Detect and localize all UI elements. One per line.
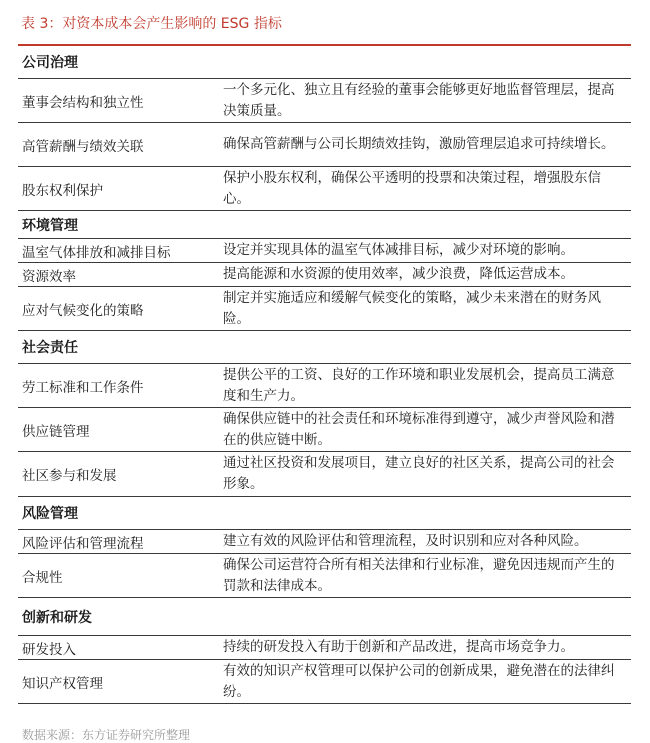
table-row [18,79,631,123]
table-row [18,636,631,660]
indicator-name: 董事会结构和独立性 [22,94,144,111]
table-row [18,123,631,167]
table-row [18,239,631,263]
table-row [18,530,631,554]
indicator-description: 持续的研发投入有助于创新和产品改进，提高市场竞争力。 [223,639,574,655]
table-row [18,554,631,598]
table-row [18,660,631,704]
indicator-name: 供应链管理 [22,423,90,440]
indicator-name: 研发投入 [22,641,76,658]
indicator-description: 通过社区投资和发展项目，建立良好的社区关系，提高公司的社会形象。 [223,455,615,492]
indicator-description: 制定并实施适应和缓解气候变化的策略，减少未来潜在的财务风险。 [223,289,601,327]
section-heading-social: 社会责任 [18,331,631,364]
section-heading-innovation: 创新和研发 [18,598,631,636]
indicator-description: 确保供应链中的社会责任和环境标准得到遵守，减少声誉风险和潜在的供应链中断。 [223,410,615,448]
indicator-name: 风险评估和管理流程 [22,535,144,552]
indicator-name: 高管薪酬与绩效关联 [22,138,144,155]
indicator-description: 建立有效的风险评估和管理流程，及时识别和应对各种风险。 [223,533,588,549]
document-page [0,14,650,742]
table-row [18,263,631,287]
indicator-description: 确保公司运营符合所有相关法律和行业标准，避免因违规而产生的罚款和法律成本。 [223,556,615,594]
indicator-description: 提供公平的工资、良好的工作环境和职业发展机会，提高员工满意度和生产力。 [223,366,615,404]
indicator-description: 确保高管薪酬与公司长期绩效挂钩，激励管理层追求可持续增长。 [223,136,615,152]
indicator-description: 保护小股东权利，确保公平透明的投票和决策过程，增强股东信心。 [223,169,601,207]
table-row [18,364,631,408]
table-row [18,287,631,331]
data-source-note: 数据来源：东方证券研究所整理 [22,728,191,742]
indicator-description: 设定并实现具体的温室气体减排目标，减少对环境的影响。 [223,242,574,258]
table-row [18,408,631,452]
indicator-name: 应对气候变化的策略 [22,302,144,319]
indicator-description: 有效的知识产权管理可以保护公司的创新成果，避免潜在的法律纠纷。 [223,662,615,700]
indicator-description: 一个多元化、独立且有经验的董事会能够更好地监督管理层，提高决策质量。 [223,81,615,119]
indicator-description: 提高能源和水资源的使用效率，减少浪费，降低运营成本。 [223,266,574,282]
indicator-name: 资源效率 [22,268,76,285]
indicator-name: 知识产权管理 [22,675,103,692]
section-heading-governance: 公司治理 [18,46,631,79]
indicator-name: 温室气体排放和减排目标 [22,244,171,261]
indicator-name: 合规性 [22,569,63,586]
table-row [18,452,631,497]
section-heading-risk: 风险管理 [18,497,631,530]
section-heading-environment: 环境管理 [18,211,631,239]
indicator-name: 股东权利保护 [22,182,103,199]
table-title: 表 3：对资本成本会产生影响的 ESG 指标 [21,16,282,32]
table-row [18,167,631,211]
indicator-name: 社区参与和发展 [22,468,117,484]
indicator-name: 劳工标准和工作条件 [22,379,144,396]
table-title-bar [18,14,631,46]
